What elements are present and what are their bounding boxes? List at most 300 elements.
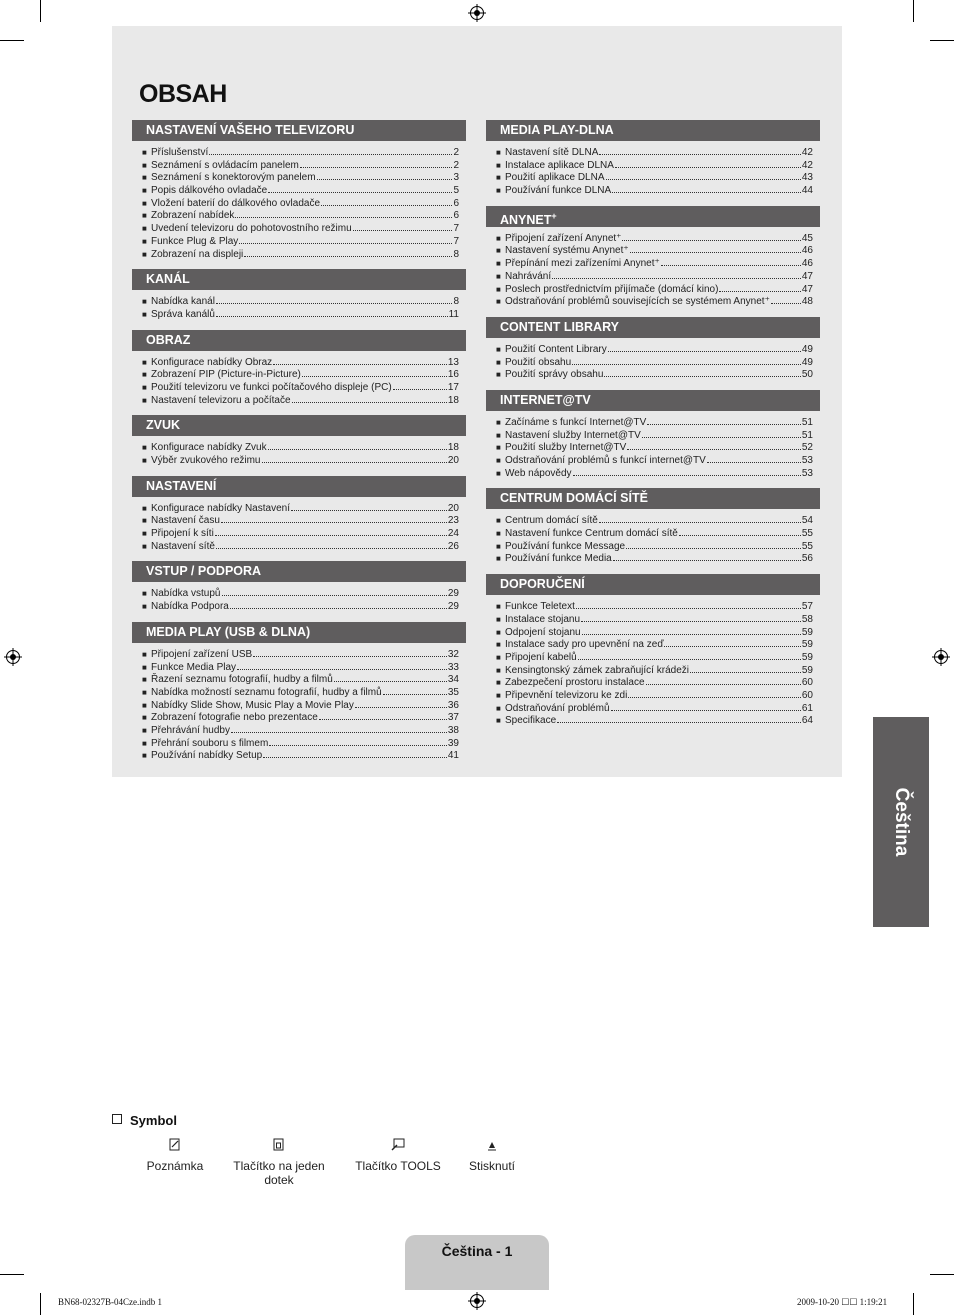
- dot-leader: [613, 552, 801, 561]
- language-side-tab-label: Čeština: [891, 787, 912, 857]
- symbol-heading-text: Symbol: [130, 1113, 177, 1128]
- square-bullet-icon: ■: [142, 395, 147, 405]
- toc-item-page: 29: [447, 601, 459, 613]
- toc-item[interactable]: [496, 664, 813, 677]
- toc-item[interactable]: [496, 270, 813, 283]
- toc-item-text: Web nápovědy: [505, 467, 572, 479]
- toc-item[interactable]: [496, 514, 813, 527]
- toc-item[interactable]: [142, 661, 459, 674]
- dot-leader: [661, 257, 801, 266]
- toc-item-text: Nastavení služby Internet@TV: [505, 429, 641, 441]
- toc-item[interactable]: [142, 356, 459, 369]
- toc-item-text: Správa kanálů: [151, 308, 215, 320]
- square-bullet-icon: ■: [142, 649, 147, 659]
- square-bullet-icon: ■: [496, 259, 501, 269]
- dot-leader: [622, 232, 800, 241]
- dot-leader: [612, 184, 801, 193]
- toc-item-text: Odstraňování problémů: [505, 702, 610, 714]
- toc-section: [132, 330, 466, 407]
- symbol-note: [140, 1135, 210, 1173]
- toc-item-text: Popis dálkového ovladače: [151, 185, 268, 197]
- imprint-date: 2009-10-20 ☐☐ 1:19:21: [797, 1297, 888, 1307]
- toc-section-heading: [486, 206, 820, 227]
- toc-item[interactable]: [142, 381, 459, 394]
- toc-item-text: Odpojení stojanu: [505, 626, 581, 638]
- page-number-label: Čeština - 1: [441, 1243, 513, 1259]
- square-bullet-icon: ■: [142, 211, 147, 221]
- square-bullet-icon: ■: [496, 627, 501, 637]
- toc-item-list: [496, 514, 820, 565]
- toc-item-page: 38: [447, 724, 459, 736]
- crop-mark: [0, 40, 24, 41]
- toc-item-page: 42: [801, 159, 813, 171]
- toc-item-page: 35: [447, 686, 459, 698]
- crop-mark: [913, 0, 914, 22]
- toc-item-page: 8: [453, 296, 459, 308]
- toc-item[interactable]: [496, 651, 813, 664]
- dot-leader: [646, 676, 801, 685]
- square-bullet-icon: ■: [496, 443, 501, 453]
- one-touch-button-icon: [228, 1135, 330, 1153]
- toc-item-list: [142, 648, 466, 762]
- toc-item-page: 49: [801, 343, 813, 355]
- square-bullet-icon: ■: [496, 690, 501, 700]
- dot-leader: [581, 613, 801, 622]
- toc-item[interactable]: [496, 676, 813, 689]
- registration-mark-icon: [4, 648, 22, 666]
- toc-item[interactable]: [142, 699, 459, 712]
- toc-section: [486, 317, 820, 381]
- dot-leader: [615, 159, 801, 168]
- toc-item-page: 56: [801, 553, 813, 565]
- toc-item-text: Zabezpečení prostoru instalace: [505, 677, 645, 689]
- toc-item-text: Nabídka Podpora: [151, 601, 229, 613]
- dot-leader: [719, 283, 800, 292]
- toc-item-text: Nastavení funkce Centrum domácí sítě: [505, 528, 678, 540]
- square-bullet-icon: ■: [142, 602, 147, 612]
- toc-item-text: Instalace sady pro upevnění na zeď: [505, 639, 664, 651]
- toc-item-page: 7: [453, 223, 459, 235]
- toc-item-page: 47: [801, 270, 813, 282]
- square-bullet-icon: ■: [142, 662, 147, 672]
- toc-item[interactable]: [496, 626, 813, 639]
- toc-item-list: [496, 600, 820, 727]
- toc-item[interactable]: [142, 527, 459, 540]
- toc-item-text: Konfigurace nabídky Nastavení: [151, 502, 290, 514]
- toc-item[interactable]: [142, 197, 459, 210]
- dot-leader: [230, 600, 447, 609]
- toc-item-page: 7: [453, 235, 459, 247]
- square-bullet-icon: ■: [496, 417, 501, 427]
- toc-item-page: 6: [453, 210, 459, 222]
- crop-mark: [40, 0, 41, 22]
- toc-section-heading: [132, 330, 466, 351]
- toc-item-text: Konfigurace nabídky Zvuk: [151, 442, 267, 454]
- toc-item-text: Použití aplikace DLNA: [505, 172, 605, 184]
- toc-item[interactable]: [496, 540, 813, 553]
- toc-section-heading: [486, 574, 820, 595]
- toc-item-page: 29: [447, 588, 459, 600]
- toc-item[interactable]: [496, 613, 813, 626]
- toc-item-text: Odstraňování problémů souvisejících se systémem Anynet⁺: [505, 296, 770, 308]
- toc-item[interactable]: [496, 702, 813, 715]
- square-bullet-icon: ■: [142, 357, 147, 367]
- dot-leader: [608, 343, 801, 352]
- toc-item[interactable]: [142, 184, 459, 197]
- toc-section-heading: [486, 488, 820, 509]
- toc-item-text: Instalace aplikace DLNA: [505, 159, 614, 171]
- toc-section: [486, 488, 820, 565]
- toc-section: [486, 574, 820, 727]
- symbol-tools-label: Tlačítko TOOLS: [355, 1159, 441, 1173]
- dot-leader: [707, 454, 801, 463]
- toc-section-heading-text: VSTUP / PODPORA: [146, 564, 262, 579]
- dot-leader: [573, 467, 801, 476]
- toc-item[interactable]: [496, 295, 813, 308]
- toc-item-page: 43: [801, 172, 813, 184]
- toc-item[interactable]: [142, 737, 459, 750]
- toc-item-page: 33: [447, 661, 459, 673]
- square-bullet-icon: ■: [142, 456, 147, 465]
- square-bullet-icon: ■: [496, 516, 501, 526]
- toc-item[interactable]: [496, 689, 813, 702]
- toc-item[interactable]: [142, 308, 459, 321]
- square-bullet-icon: ■: [142, 186, 147, 196]
- toc-item[interactable]: [496, 454, 813, 467]
- square-bullet-icon: ■: [142, 198, 147, 208]
- toc-item[interactable]: [496, 244, 813, 257]
- toc-item-text: Zobrazení nabídek: [151, 210, 235, 222]
- toc-item-page: 26: [447, 540, 459, 552]
- dot-leader: [237, 661, 447, 670]
- toc-item-text: Připojení zařízení Anynet⁺: [505, 232, 622, 244]
- square-bullet-icon: ■: [496, 678, 501, 688]
- toc-item-text: Seznámení s ovládacím panelem: [151, 159, 299, 171]
- crop-mark: [0, 1274, 24, 1275]
- dot-leader: [216, 295, 453, 304]
- toc-item[interactable]: [142, 235, 459, 248]
- toc-item[interactable]: [142, 248, 459, 261]
- toc-item[interactable]: [142, 146, 459, 159]
- toc-item[interactable]: [142, 454, 459, 467]
- toc-column-right: [486, 120, 820, 736]
- square-bullet-icon: ■: [496, 602, 501, 612]
- square-bullet-icon: ■: [142, 148, 147, 157]
- square-bullet-icon: ■: [496, 370, 501, 380]
- toc-item-text: Přepínání mezi zařízeními Anynet⁺: [505, 258, 660, 270]
- toc-item-list: [142, 295, 466, 320]
- toc-item[interactable]: [496, 467, 813, 480]
- toc-item-page: 39: [447, 737, 459, 749]
- square-bullet-icon: ■: [496, 284, 501, 294]
- toc-item-page: 58: [801, 613, 813, 625]
- dot-leader: [557, 714, 801, 723]
- toc-section: [132, 561, 466, 612]
- toc-item[interactable]: [142, 749, 459, 762]
- square-bullet-icon: ■: [142, 224, 147, 234]
- toc-item-list: [142, 587, 466, 612]
- toc-item-text: Připojení zařízení USB: [151, 648, 253, 660]
- toc-item[interactable]: [496, 368, 813, 381]
- square-bullet-icon: ■: [496, 468, 501, 478]
- toc-item-page: 59: [801, 626, 813, 638]
- toc-item-page: 57: [801, 601, 813, 613]
- toc-item[interactable]: [496, 429, 813, 442]
- toc-item-list: [142, 502, 466, 553]
- toc-item-list: [142, 356, 466, 407]
- dot-leader: [582, 626, 801, 635]
- square-bullet-icon: ■: [142, 675, 147, 685]
- square-bullet-icon: ■: [142, 173, 147, 183]
- square-bullet-icon: ■: [142, 541, 147, 551]
- toc-item-page: 55: [801, 540, 813, 552]
- toc-item[interactable]: [142, 502, 459, 515]
- square-bullet-icon: ■: [142, 713, 147, 723]
- toc-item-list: [496, 146, 820, 197]
- toc-item[interactable]: [142, 673, 459, 686]
- page-title: OBSAH: [139, 80, 227, 108]
- square-bullet-icon: ■: [142, 309, 147, 319]
- toc-item-text: Nabídka vstupů: [151, 588, 221, 600]
- toc-item[interactable]: [496, 600, 813, 613]
- toc-item[interactable]: [496, 146, 813, 159]
- toc-item-page: 37: [447, 712, 459, 724]
- toc-item[interactable]: [142, 222, 459, 235]
- toc-item[interactable]: [142, 295, 459, 308]
- toc-section-heading: [486, 317, 820, 338]
- toc-item[interactable]: [142, 514, 459, 527]
- toc-item-text: Specifikace: [505, 715, 557, 727]
- toc-section-heading: [132, 120, 466, 141]
- toc-item-text: Uvedení televizoru do pohotovostního režimu: [151, 223, 352, 235]
- toc-item-text: Nahrávání: [505, 270, 552, 282]
- page-number-tab: [405, 1235, 549, 1290]
- toc-item-text: Používání funkce Media: [505, 553, 612, 565]
- toc-item[interactable]: [496, 638, 813, 651]
- toc-item-text: Použití televizoru ve funkci počítačového displeje (PC): [151, 381, 392, 393]
- toc-item[interactable]: [496, 257, 813, 270]
- dot-leader: [244, 248, 452, 257]
- toc-item-page: 20: [447, 455, 459, 466]
- dot-leader: [628, 689, 801, 698]
- toc-item[interactable]: [496, 356, 813, 369]
- dot-leader: [679, 527, 801, 536]
- square-bullet-icon: ■: [496, 344, 501, 354]
- toc-item-page: 24: [447, 528, 459, 540]
- dot-leader: [627, 441, 801, 450]
- toc-item-page: 51: [801, 429, 813, 441]
- dot-leader: [268, 184, 452, 193]
- toc-item-page: 61: [801, 702, 813, 714]
- dot-leader: [611, 702, 801, 711]
- toc-item[interactable]: [496, 343, 813, 356]
- toc-item[interactable]: [142, 441, 459, 454]
- dot-leader: [321, 197, 452, 206]
- toc-item-page: 60: [801, 689, 813, 701]
- toc-item[interactable]: [142, 394, 459, 407]
- dot-leader: [578, 651, 801, 660]
- toc-item-page: 46: [801, 258, 813, 270]
- toc-section-heading: [132, 269, 466, 290]
- toc-item-text: Nastavení televizoru a počítače: [151, 394, 291, 406]
- toc-item[interactable]: [142, 711, 459, 724]
- toc-item[interactable]: [496, 171, 813, 184]
- toc-item[interactable]: [496, 527, 813, 540]
- toc-item-page: 52: [801, 442, 813, 454]
- square-bullet-icon: ■: [496, 541, 501, 551]
- toc-section-heading: [132, 622, 466, 643]
- dot-leader: [231, 724, 447, 733]
- toc-item-page: 46: [801, 245, 813, 257]
- toc-item-page: 6: [453, 197, 459, 209]
- square-bullet-icon: ■: [142, 738, 147, 748]
- toc-item[interactable]: [496, 283, 813, 296]
- square-bullet-icon: ■: [142, 236, 147, 246]
- dot-leader: [599, 146, 801, 155]
- symbol-tools: [350, 1135, 446, 1173]
- toc-section: [486, 206, 820, 308]
- toc-item-page: 16: [447, 369, 459, 381]
- toc-item[interactable]: [142, 648, 459, 661]
- dot-leader: [647, 416, 801, 425]
- square-bullet-icon: ■: [142, 297, 147, 307]
- dot-leader: [630, 244, 801, 253]
- toc-item-text: Instalace stojanu: [505, 613, 581, 625]
- toc-item-page: 5: [453, 185, 459, 197]
- toc-section-heading-text: INTERNET@TV: [500, 392, 591, 407]
- crop-mark: [930, 40, 954, 41]
- toc-item-text: Připojení k síti: [151, 528, 214, 540]
- dot-leader: [393, 381, 447, 390]
- toc-item-text: Řazení seznamu fotografií, hudby a filmů: [151, 674, 333, 686]
- dot-leader: [383, 686, 447, 695]
- toc-item-page: 64: [801, 715, 813, 727]
- toc-section: [132, 476, 466, 553]
- toc-item-page: 36: [447, 699, 459, 711]
- toc-section-heading-text: ANYNET: [500, 212, 552, 227]
- toc-section-heading-text: ZVUK: [146, 418, 181, 433]
- toc-item-text: Používání funkce Message: [505, 540, 626, 552]
- dot-leader: [222, 587, 447, 596]
- toc-item-text: Nabídky Slide Show, Music Play a Movie Play: [151, 699, 354, 711]
- toc-item-text: Funkce Plug & Play: [151, 235, 239, 247]
- toc-item[interactable]: [496, 184, 813, 197]
- toc-item[interactable]: [496, 416, 813, 429]
- toc-item-list: [496, 343, 820, 381]
- toc-item[interactable]: [496, 441, 813, 454]
- toc-item[interactable]: [142, 171, 459, 184]
- square-bullet-icon: ■: [496, 665, 501, 675]
- toc-item-page: 18: [447, 394, 459, 406]
- dot-leader: [221, 514, 447, 523]
- square-bullet-icon: ■: [142, 370, 147, 380]
- toc-item-page: 23: [447, 515, 459, 527]
- toc-item-text: Přehrávání hudby: [151, 724, 230, 736]
- toc-item-text: Přehrání souboru s filmem: [151, 737, 269, 749]
- toc-item-text: Výběr zvukového režimu: [151, 455, 261, 466]
- square-bullet-icon: ■: [142, 725, 147, 735]
- dot-leader: [317, 171, 453, 180]
- toc-item-page: 11: [448, 308, 459, 320]
- dot-leader: [273, 356, 447, 365]
- square-bullet-icon: ■: [142, 503, 147, 513]
- toc-section: [132, 120, 466, 260]
- toc-item[interactable]: [142, 368, 459, 381]
- square-bullet-icon: ■: [496, 297, 501, 307]
- square-bullet-icon: ■: [142, 516, 147, 526]
- toc-item-text: Funkce Media Play: [151, 661, 237, 673]
- dot-leader: [215, 527, 447, 536]
- toc-section-heading-text: KANÁL: [146, 272, 190, 287]
- toc-item[interactable]: [142, 587, 459, 600]
- toc-item-page: 2: [453, 147, 459, 158]
- square-bullet-icon: ■: [142, 687, 147, 697]
- symbol-one-touch-label: Tlačítko na jeden dotek: [233, 1159, 325, 1187]
- toc-item-page: 13: [447, 356, 459, 368]
- dot-leader: [262, 454, 447, 463]
- toc-column-left: [132, 120, 466, 771]
- crop-mark: [930, 1274, 954, 1275]
- toc-item-page: 53: [801, 467, 813, 479]
- toc-item-text: Nastavení systému Anynet⁺: [505, 245, 629, 257]
- toc-item-page: 44: [801, 185, 813, 197]
- dot-leader: [302, 368, 447, 377]
- toc-item-page: 42: [801, 147, 813, 158]
- toc-section-heading: [132, 561, 466, 582]
- toc-section-heading-text: OBRAZ: [146, 332, 191, 347]
- toc-item[interactable]: [496, 714, 813, 727]
- crop-mark: [40, 1293, 41, 1315]
- toc-item-text: Vložení baterií do dálkového ovladače: [151, 197, 321, 209]
- toc-item[interactable]: [142, 209, 459, 222]
- toc-item-list: [142, 441, 466, 466]
- symbol-note-label: Poznámka: [146, 1159, 204, 1173]
- toc-item-page: 59: [801, 664, 813, 676]
- toc-item[interactable]: [142, 724, 459, 737]
- toc-item[interactable]: [496, 552, 813, 565]
- toc-item[interactable]: [142, 686, 459, 699]
- toc-item-page: 59: [801, 651, 813, 663]
- symbol-one-touch: [228, 1135, 330, 1187]
- dot-leader: [664, 638, 800, 647]
- dot-leader: [268, 441, 447, 450]
- square-bullet-icon: ■: [496, 246, 501, 256]
- toc-section-heading-text: NASTAVENÍ: [146, 478, 217, 493]
- toc-item[interactable]: [142, 540, 459, 553]
- toc-item-page: 34: [447, 674, 459, 686]
- toc-item-page: 3: [453, 172, 459, 184]
- dot-leader: [604, 368, 800, 377]
- dot-leader: [300, 159, 453, 168]
- dot-leader: [216, 308, 448, 317]
- dot-leader: [216, 540, 447, 549]
- toc-item[interactable]: [496, 159, 813, 172]
- toc-item[interactable]: [142, 600, 459, 613]
- symbol-press-label: Stisknutí: [468, 1159, 516, 1173]
- toc-item-page: 18: [447, 442, 459, 454]
- square-bullet-icon: ■: [496, 148, 501, 157]
- dot-leader: [642, 429, 801, 438]
- toc-section-heading: [486, 120, 820, 141]
- dot-leader: [263, 749, 447, 758]
- toc-item[interactable]: [496, 232, 813, 245]
- dot-leader: [253, 648, 447, 657]
- toc-section: [132, 415, 466, 466]
- square-bullet-icon: ■: [496, 614, 501, 624]
- toc-item[interactable]: [142, 159, 459, 172]
- square-bullet-icon: ■: [496, 703, 501, 713]
- checkbox-bullet-icon: [112, 1114, 122, 1124]
